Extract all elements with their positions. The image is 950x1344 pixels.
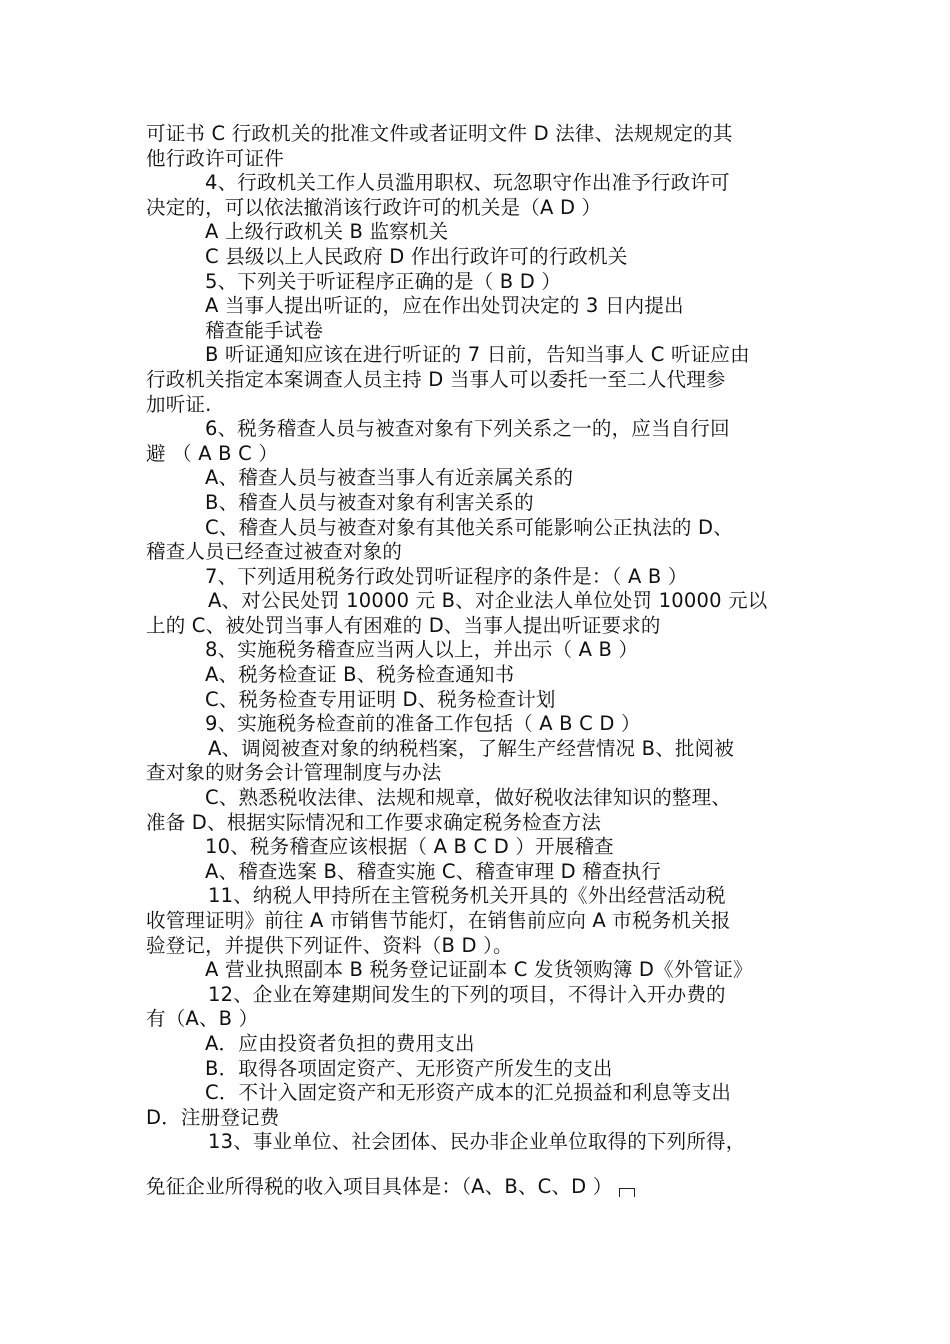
option-line: C 县级以上人民政府 D 作出行政许可的行政机关 <box>205 244 628 268</box>
page-header: 稽查能手试卷 <box>205 318 324 342</box>
text-line: 避 （ A B C ） <box>146 441 279 465</box>
text-line: 验登记，并提供下列证件、资料（B D ）。 <box>146 933 513 957</box>
option-line: A 当事人提出听证的，应在作出处罚决定的 3 日内提出 <box>205 294 684 318</box>
option-line: C．不计入固定资产和无形资产成本的汇兑损益和利息等支出 <box>205 1081 732 1105</box>
option-line: B．取得各项固定资产、无形资产所发生的支出 <box>205 1056 613 1080</box>
text-line: 行政机关指定本案调查人员主持 D 当事人可以委托一至二人代理参 <box>146 367 726 391</box>
option-line: A、调阅被查对象的纳税档案，了解生产经营情况 B、批阅被 <box>208 736 735 760</box>
question-10: 10、税务稽查应该根据（ A B C D ）开展稽查 <box>205 835 614 859</box>
text-line: 准备 D、根据实际情况和工作要求确定税务检查方法 <box>146 810 602 834</box>
option-line: B、稽查人员与被查对象有利害关系的 <box>205 490 534 514</box>
text-line: 收管理证明》前往 A 市销售节能灯，在销售前应向 A 市税务机关报 <box>146 909 731 932</box>
question-4: 4、行政机关工作人员滥用职权、玩忽职守作出准予行政许可 <box>205 171 730 195</box>
text-line: 查对象的财务会计管理制度与办法 <box>146 761 442 785</box>
question-8: 8、实施税务稽查应当两人以上，并出示（ A B ） <box>205 638 639 662</box>
text-line: 稽查人员已经查过被查对象的 <box>146 540 403 564</box>
question-6: 6、税务稽查人员与被查对象有下列关系之一的，应当自行回 <box>205 417 730 441</box>
text-line: 有（A、B ） <box>146 1007 259 1031</box>
document-body <box>146 122 811 1200</box>
option-line: A 营业执照副本 B 税务登记证副本 C 发货领购簿 D《外管证》 <box>205 958 753 982</box>
question-7: 7、下列适用税务行政处罚听证程序的条件是：（ A B ） <box>205 564 688 588</box>
text-line: D．注册登记费 <box>146 1105 280 1129</box>
question-13: 13、事业单位、社会团体、民办非企业单位取得的下列所得， <box>208 1130 746 1154</box>
text-line: 他行政许可证件 <box>146 146 284 170</box>
option-line: A、稽查选案 B、稽查实施 C、稽查审理 D 稽查执行 <box>205 859 662 883</box>
option-line: A、稽查人员与被查当事人有近亲属关系的 <box>205 466 574 490</box>
question-11: 11、纳税人甲持所在主管税务机关开具的《外出经营活动税 <box>208 884 726 908</box>
question-5: 5、下列关于听证程序正确的是（ B D ） <box>205 269 562 293</box>
bracket-mark-icon <box>619 1188 635 1197</box>
option-line: A、对公民处罚 10000 元 B、对企业法人单位处罚 10000 元以 <box>208 589 768 613</box>
option-line: A、税务检查证 B、税务检查通知书 <box>205 663 515 687</box>
option-line: A 上级行政机关 B 监察机关 <box>205 220 449 244</box>
option-line: C、熟悉税收法律、法规和规章，做好税收法律知识的整理、 <box>205 786 732 810</box>
option-line: C、稽查人员与被查对象有其他关系可能影响公正执法的 D、 <box>205 515 733 539</box>
question-12: 12、企业在筹建期间发生的下列的项目，不得计入开办费的 <box>208 982 726 1006</box>
option-line: B 听证通知应该在进行听证的 7 日前，告知当事人 C 听证应由 <box>205 343 750 367</box>
text-line: 免征企业所得税的收入项目具体是：（A、B、C、D ） <box>146 1174 613 1198</box>
option-line: C、税务检查专用证明 D、税务检查计划 <box>205 687 556 711</box>
option-line: A．应由投资者负担的费用支出 <box>205 1031 475 1055</box>
text-line: 上的 C、被处罚当事人有困难的 D、当事人提出听证要求的 <box>146 613 661 637</box>
question-9: 9、实施税务检查前的准备工作包括（ A B C D ） <box>205 712 641 736</box>
text-line: 决定的，可以依法撤消该行政许可的机关是（A D ） <box>146 195 602 219</box>
text-line: 加听证. <box>146 392 212 416</box>
last-line <box>146 1175 811 1200</box>
text-line: 可证书 C 行政机关的批准文件或者证明文件 D 法律、法规规定的其 <box>146 122 733 145</box>
